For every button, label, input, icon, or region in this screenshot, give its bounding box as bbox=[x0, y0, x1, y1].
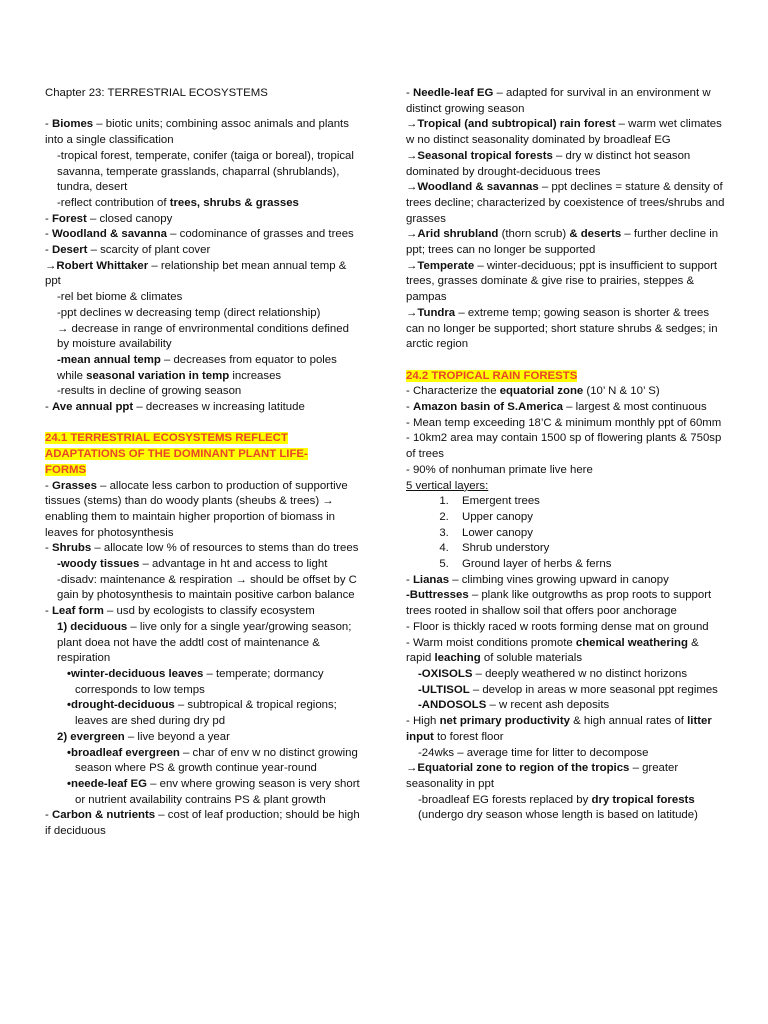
whittaker-sub-5: -results in decline of growing season bbox=[57, 385, 242, 398]
ultisol-entry: -ULTISOL – develop in areas w more seasonal ppt regimes bbox=[418, 683, 718, 696]
layers-list bbox=[406, 494, 726, 573]
lianas-entry: - Lianas – climbing vines growing upward in canopy bbox=[406, 573, 669, 586]
needle-leaf-eg: •neede-leaf EG – env where growing season is very short or nutrient availability contrains PS & plant growth bbox=[67, 777, 360, 806]
biomes-entry: - Biomes – biotic units; combining assoc animals and plants into a single classification bbox=[45, 118, 349, 147]
list-item: 5. Ground layer of herbs & ferns bbox=[452, 557, 726, 573]
tundra-entry: →Tundra – extreme temp; gowing season is shorter & trees can no longer be supported; short stature shrubs & sedges; in arctic region bbox=[406, 306, 718, 351]
litter-decompose-entry: -24wks – average time for litter to decompose bbox=[418, 746, 649, 759]
winter-deciduous: •winter-deciduous leaves – temperate; dormancy corresponds to low temps bbox=[67, 667, 324, 696]
temperate-entry: →Temperate – winter-deciduous; ppt is insufficient to support trees, grasses dominate & give rise to prairies, steppes & pampas bbox=[406, 259, 718, 304]
list-item: 3. Lower canopy bbox=[452, 526, 726, 542]
arid-shrubland-entry: →Arid shrubland (thorn scrub) & deserts – further decline in ppt; trees can no longer be supported bbox=[406, 228, 719, 257]
desert-entry: - Desert – scarcity of plant cover bbox=[45, 244, 211, 257]
forest-entry: - Forest – closed canopy bbox=[45, 212, 173, 225]
ave-ppt-entry: - Ave annual ppt – decreases w increasing latitude bbox=[45, 401, 305, 414]
list-item: 2. Upper canopy bbox=[452, 510, 726, 526]
seasonal-tropical-entry: →Seasonal tropical forests – dry w distinct hot season dominated by drought-deciduous trees bbox=[406, 149, 691, 178]
woody-tissues: -woody tissues – advantage in ht and access to light bbox=[57, 558, 328, 571]
npp-entry: - High net primary productivity & high annual rates of litter input to forest floor bbox=[406, 715, 712, 743]
needle-leaf-entry: - Needle-leaf EG – adapted for survival in an environment w distinct growing season bbox=[406, 87, 711, 115]
oxisols-entry: -OXISOLS – deeply weathered w no distinct horizons bbox=[418, 668, 688, 680]
woodland-savannas-entry: →Woodland & savannas – ppt declines = stature & density of trees decline; characterized by coexistence of trees/shrubs and grasses bbox=[406, 181, 725, 225]
list-item: 1. Emergent trees bbox=[452, 494, 726, 510]
grasses-entry: - Grasses – allocate less carbon to production of supportive tissues (stems) than do woody plants (sheubs & trees) → enabling them to maintain higher proportion of biomass in leaves for photosynthesis bbox=[45, 479, 348, 539]
carbon-nutrients-entry: - Carbon & nutrients – cost of leaf production; should be high if deciduous bbox=[45, 809, 360, 838]
right-column bbox=[406, 86, 726, 824]
broadleaf-evergreen: •broadleaf evergreen – char of env w no distinct growing season where PS & growth continue year-round bbox=[67, 746, 358, 775]
floor-entry: - Floor is thickly raced w roots forming dense mat on ground bbox=[406, 620, 709, 633]
section-24-2-heading: 24.2 TROPICAL RAIN FORESTS bbox=[406, 369, 578, 382]
whittaker-sub-1: -rel bet biome & climates bbox=[57, 291, 183, 304]
tropical-rain-forest-entry: →Tropical (and subtropical) rain forest – warm wet climates w no distinct seasonality dominated by broadleaf EG bbox=[406, 118, 722, 147]
shrubs-entry: - Shrubs – allocate low % of resources to stems than do trees bbox=[45, 542, 359, 555]
whittaker-entry: →Robert Whittaker – relationship bet mean annual temp & ppt bbox=[45, 259, 347, 288]
mean-temp-entry: - Mean temp exceeding 18’C & minimum monthly ppt of 60mm bbox=[406, 416, 722, 429]
left-column bbox=[45, 86, 363, 840]
dry-tropical-forests-entry: -broadleaf EG forests replaced by dry tropical forests (undergo dry season whose length is based on latitude) bbox=[418, 793, 698, 822]
equatorial-tropics-entry: →Equatorial zone to region of the tropics – greater seasonality in ppt bbox=[406, 762, 679, 790]
drought-deciduous: •drought-deciduous – subtropical & tropical regions; leaves are shed during dry pd bbox=[67, 699, 337, 728]
deciduous-entry: 1) deciduous – live only for a single year/growing season; plant doea not have the addtl cost of maintenance & respiration bbox=[57, 620, 352, 665]
biomes-list: -tropical forest, temperate, conifer (taiga or boreal), tropical savanna, temperate grasslands, chaparral (shrublands), tundra, desert bbox=[57, 149, 354, 194]
layers-title: 5 vertical layers: bbox=[406, 479, 489, 492]
buttresses-entry: -Buttresses – plank like outgrowths as prop roots to support trees rooted in shallow soil that offers poor anchorage bbox=[406, 589, 712, 618]
chapter-title: Chapter 23: TERRESTRIAL ECOSYSTEMS bbox=[45, 87, 268, 99]
amazon-entry: - Amazon basin of S.America – largest & most continuous bbox=[406, 401, 707, 414]
evergreen-entry: 2) evergreen – live beyond a year bbox=[57, 730, 230, 743]
woodland-entry: - Woodland & savanna – codominance of grasses and trees bbox=[45, 228, 354, 241]
list-item: 4. Shrub understory bbox=[452, 541, 726, 557]
whittaker-sub-2: -ppt declines w decreasing temp (direct relationship) bbox=[57, 306, 321, 319]
whittaker-sub-3: → decrease in range of envrironmental conditions defined by moisture availability bbox=[57, 322, 349, 351]
primate-entry: - 90% of nonhuman primate live here bbox=[406, 463, 593, 476]
area-entry: - 10km2 area may contain 1500 sp of flowering plants & 750sp of trees bbox=[406, 432, 722, 461]
section-24-1-heading: 24.1 TERRESTRIAL ECOSYSTEMS REFLECT ADAPTATIONS OF THE DOMINANT PLANT LIFE- FORMS bbox=[45, 432, 308, 476]
disadvantage: -disadv: maintenance & respiration → should be offset by C gain by photosynthesis to maintain positive carbon balance bbox=[57, 573, 357, 602]
leaf-form-entry: - Leaf form – usd by ecologists to classify ecosystem bbox=[45, 605, 315, 618]
andosols-entry: -ANDOSOLS – w recent ash deposits bbox=[418, 699, 610, 712]
equatorial-zone-entry: - Characterize the equatorial zone (10’ N & 10’ S) bbox=[406, 385, 660, 398]
whittaker-sub-4: -mean annual temp – decreases from equator to poles while seasonal variation in temp increases bbox=[57, 353, 337, 382]
warm-moist-entry: - Warm moist conditions promote chemical weathering & rapid leaching of soluble materials bbox=[406, 636, 699, 665]
biomes-contribution: -reflect contribution of trees, shrubs & grasses bbox=[57, 196, 299, 209]
